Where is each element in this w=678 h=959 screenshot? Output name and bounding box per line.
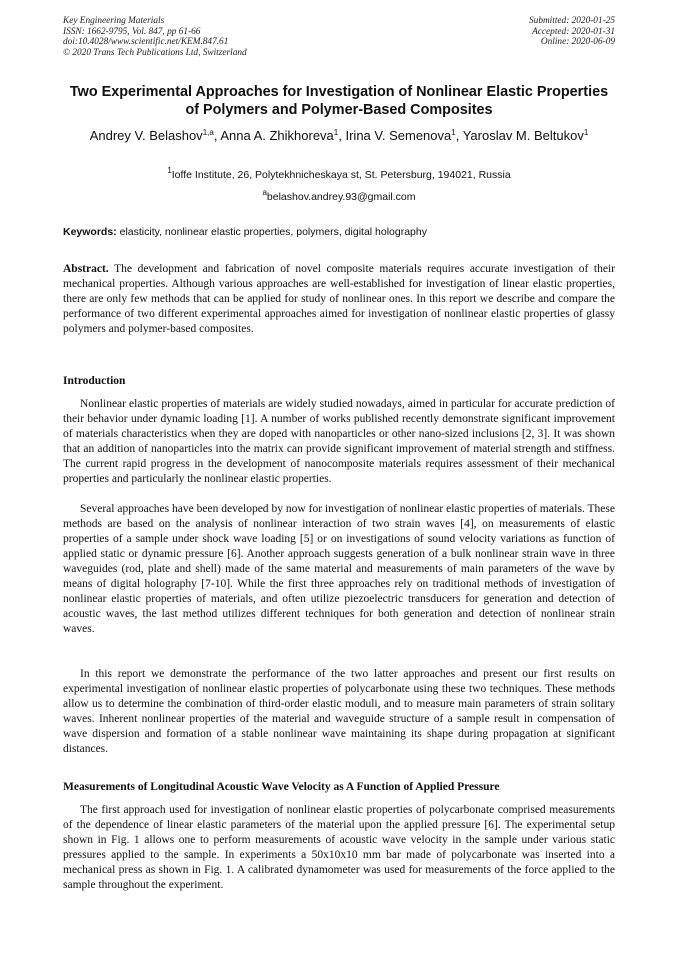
measurements-paragraph-1: The first approach used for investigation of nonlinear elastic properties of polycarbonate comprised measurements of the dependence of linear elastic parameters of the material upon the applied pressure [6]. The experimental setup shown in Fig. 1 allows one to perform measurements of acoustic wave velocity in the sample under various static pressures applied to the sample. In experiments a 50x10x10 mm bar made of polycarbonate was inserted into a mechanical press as shown in Fig. 1. A calibrated dynamometer was used for measurements of the force applied to the sample throughout the experiment. xyxy=(63,804,615,891)
intro-paragraph-1: Nonlinear elastic properties of materials are widely studied nowadays, aimed in particular for accurate prediction of their behavior under dynamic loading [1]. A number of works published recently demonstrate significant improvement of materials characteristics when they are doped with nanoparticles or other nano-sized inclusions [2, 3]. It was shown that an addition of nanoparticles into the matrix can provide significant improvement of material strength and stiffness. The current rapid progress in the development of nanocomposite materials requires assessment of their mechanical properties and particularly the nonlinear elastic properties. xyxy=(63,398,615,485)
intro-paragraph-2: Several approaches have been developed by now for investigation of nonlinear elastic properties of materials. These methods are based on the analysis of nonlinear interaction of two strain waves [4], on measurements of elastic properties of a sample under shock wave loading [5] or on investigations of sound velocity variations as function of applied static or dynamic pressure [6]. Another approach suggests generation of a bulk nonlinear strain wave in three waveguides (rod, plate and shell) made of the same material and measurements of main parameters of the wave by means of digital holography [7-10]. While the first three approaches rely on traditional methods of investigation of nonlinear elastic properties of materials, and often utilize piezoelectric transducers for generation and detection of acoustic waves, the last method utilizes different techniques for both generation and detection of nonlinear strain waves. xyxy=(63,503,615,635)
author-name: Andrey V. Belashov xyxy=(89,128,203,143)
submitted-date: Submitted: 2020-01-25 xyxy=(529,16,615,26)
doi-line[interactable]: doi:10.4028/www.scientific.net/KEM.847.61 xyxy=(63,37,229,48)
dates-info xyxy=(529,16,615,48)
affiliation-mark: 1 xyxy=(167,166,172,175)
keywords xyxy=(63,226,615,239)
accepted-date: Accepted: 2020-01-31 xyxy=(532,26,615,37)
section-heading-measurements: Measurements of Longitudinal Acoustic Wave Velocity as A Function of Applied Pressure xyxy=(63,781,500,793)
abstract xyxy=(63,262,615,337)
author-name: Irina V. Semenova xyxy=(345,128,452,143)
intro-paragraph-3: In this report we demonstrate the performance of the two latter approaches and present our first results on experimental investigation of nonlinear elastic properties of polycarbonate using these two techniques. These methods allow us to determine the combination of third-order elastic moduli, and to measure main parameters of strain solitary waves. Inherent nonlinear properties of the material and waveguide structure of a sample result in compensation of wave dispersion and formation of a stable nonlinear wave maintaining its shape during propagation at significant distances. xyxy=(63,668,615,755)
paper-title: Two Experimental Approaches for Investigation of Nonlinear Elastic Properties of Polymers and Polymer-Based Composites xyxy=(69,84,609,118)
journal-name: Key Engineering Materials xyxy=(63,16,165,26)
author-affil-mark: 1 xyxy=(583,128,589,137)
affiliation-text: Ioffe Institute, 26, Polytekhnicheskaya st, St. Petersburg, 194021, Russia xyxy=(171,169,511,181)
author-list: Andrey V. Belashov$^{1,a}$, Anna A. Zhikhoreva$^1$, Irina V. Semenova$^1$, Yaroslav M. Beltukov$^1$ xyxy=(89,128,589,143)
affiliation xyxy=(63,166,615,182)
keywords-text: elasticity, nonlinear elastic properties, polymers, digital holography xyxy=(119,226,427,238)
author-name: Yaroslav M. Beltukov xyxy=(462,128,584,143)
abstract-text: The development and fabrication of novel composite materials requires accurate investigation of their mechanical properties. Although various approaches are well-established for investigation of linear elastic properties, there are only few methods that can be applied for study of nonlinear ones. In this report we describe and compare the performance of two different experimental approaches aimed for investigation of nonlinear elastic properties of glassy polymers and polymer-based composites. xyxy=(63,263,615,335)
copyright-line: © 2020 Trans Tech Publications Ltd, Switzerland xyxy=(63,47,247,58)
author-name: Anna A. Zhikhoreva xyxy=(220,128,334,143)
corresponding-email xyxy=(63,188,615,204)
author-affil-mark: 1 xyxy=(333,128,339,137)
author-affil-mark: 1 xyxy=(451,128,456,137)
journal-info xyxy=(63,16,247,58)
section-heading-introduction: Introduction xyxy=(63,375,126,387)
keywords-label: Keywords: xyxy=(63,226,117,238)
abstract-label: Abstract. xyxy=(63,263,109,275)
email-mark: a xyxy=(262,188,267,197)
issn-line: ISSN: 1662-9795, Vol. 847, pp 61-66 xyxy=(63,26,201,37)
email-address[interactable]: belashov.andrey.93@gmail.com xyxy=(266,191,416,203)
author-affil-mark: 1,a xyxy=(202,128,214,137)
online-date: Online: 2020-06-09 xyxy=(540,37,615,48)
